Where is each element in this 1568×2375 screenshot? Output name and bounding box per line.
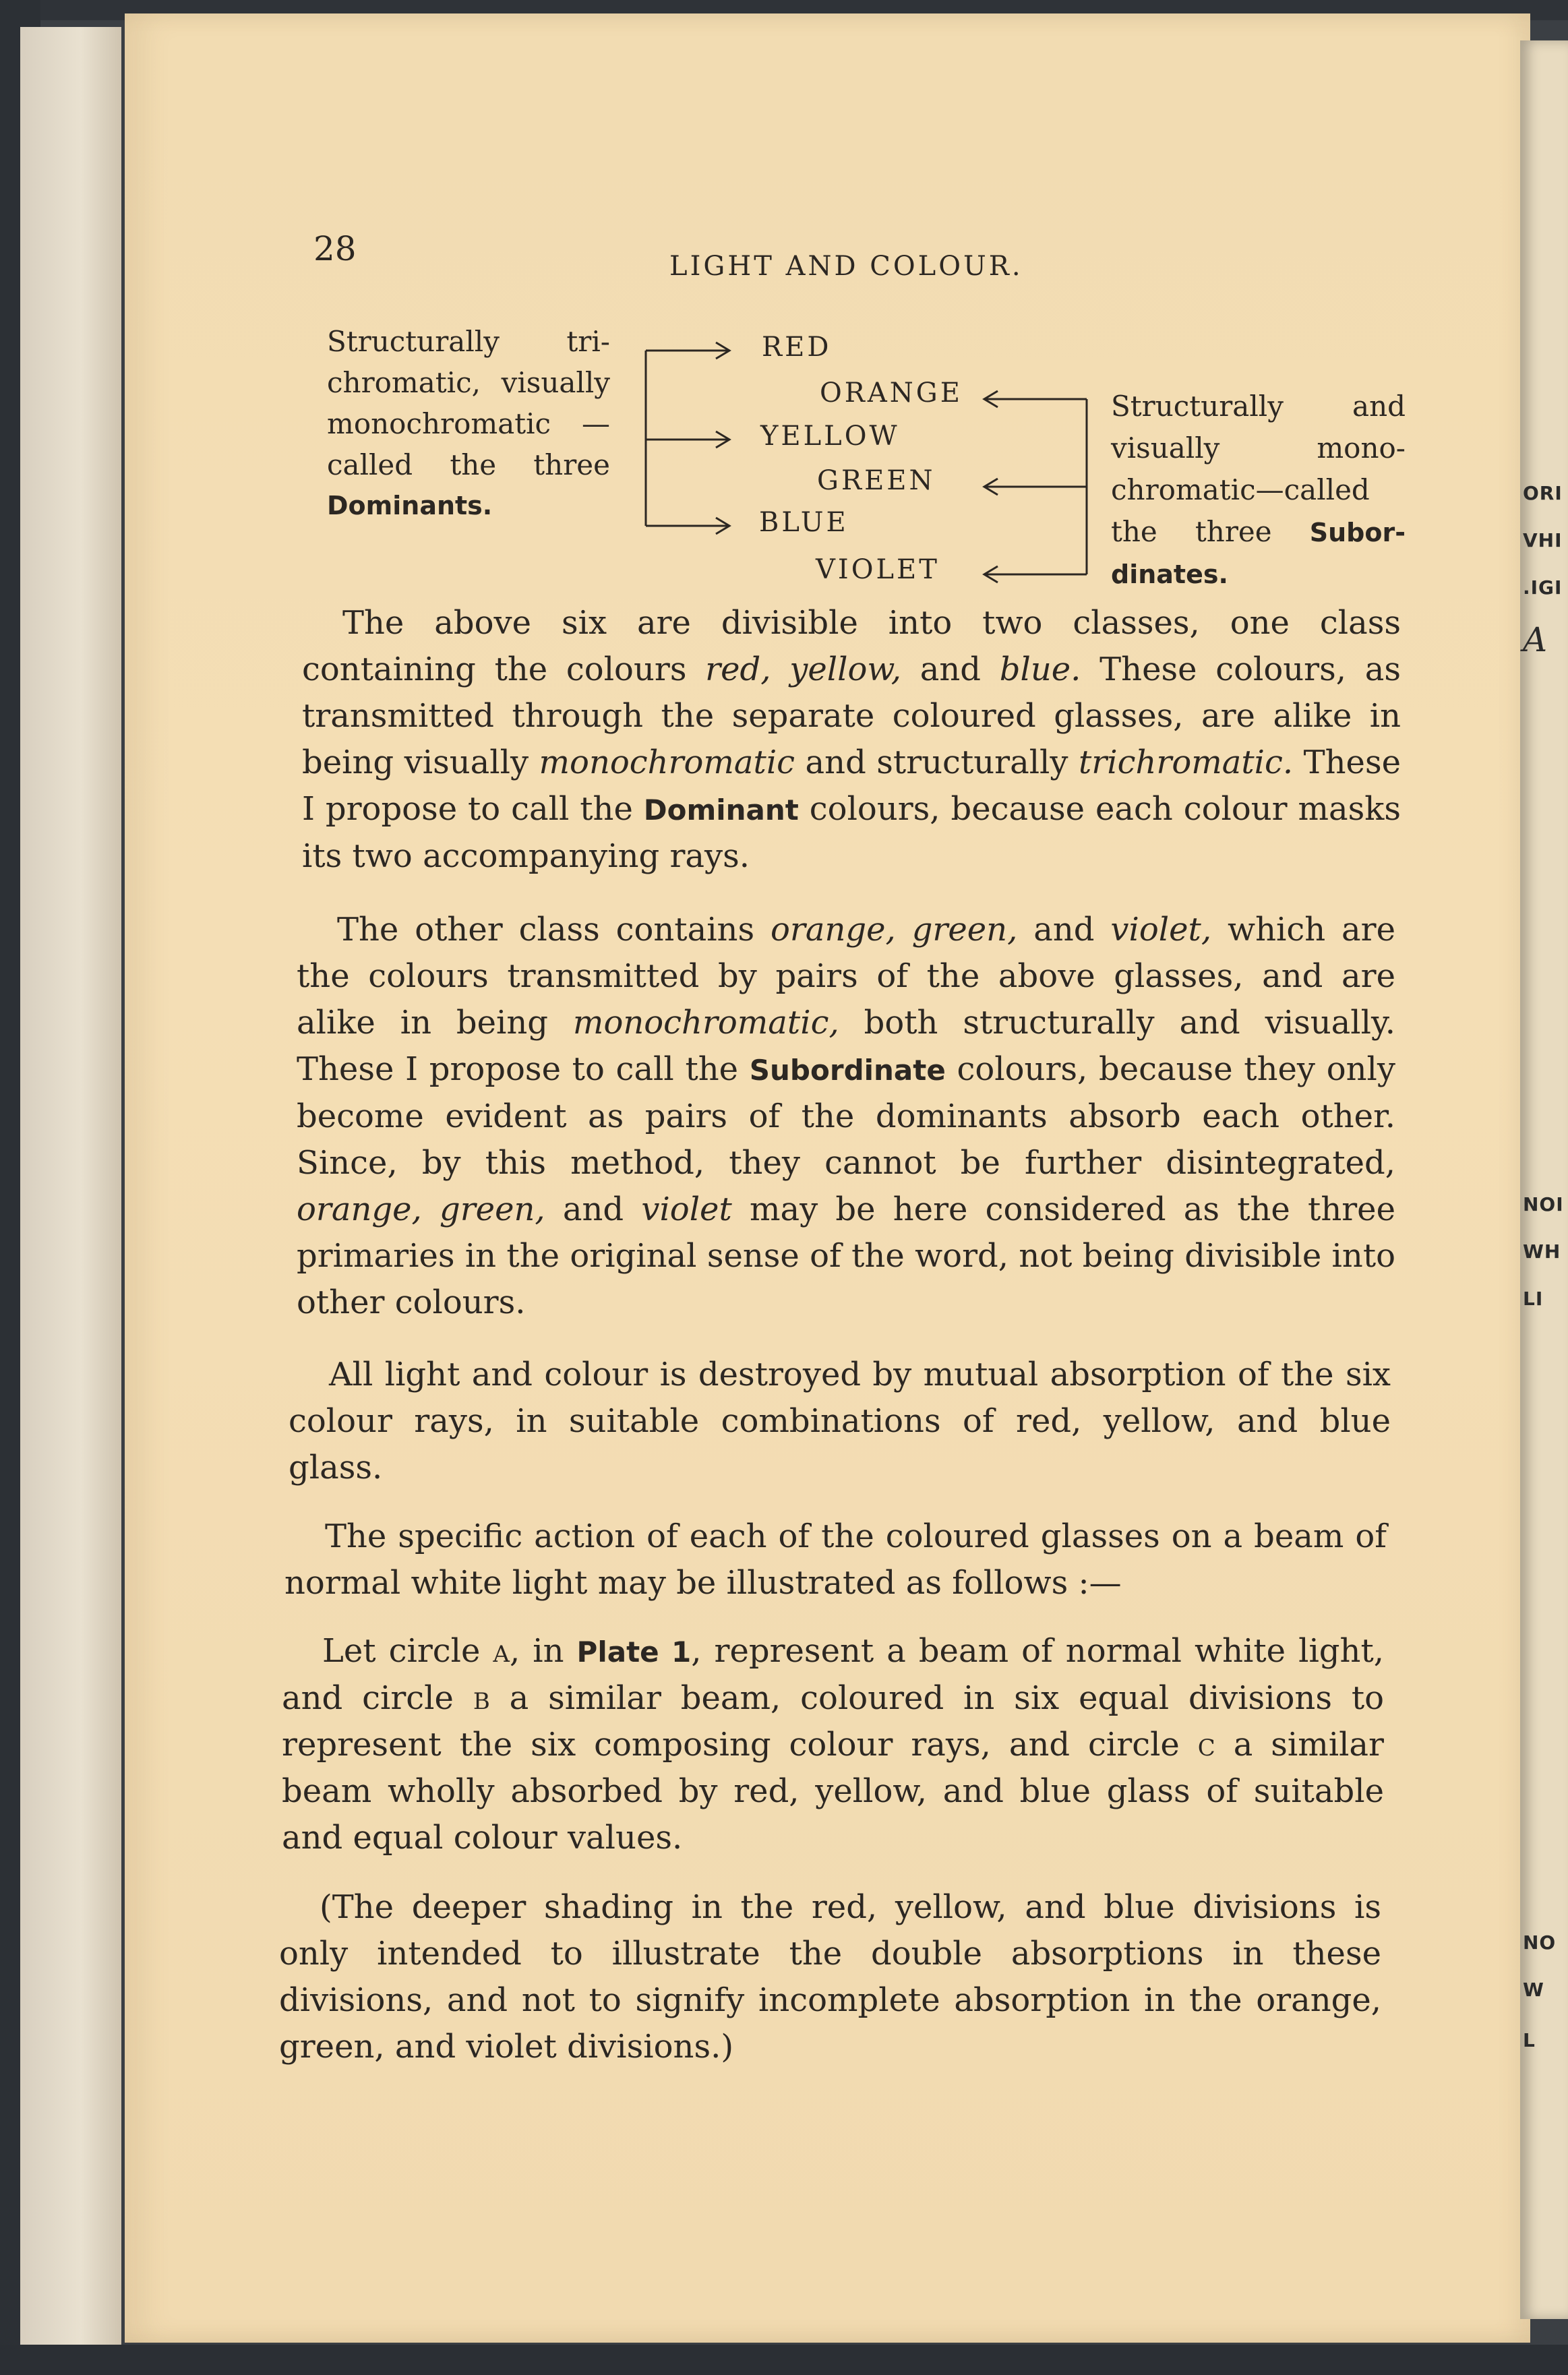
- text-run: Let circle: [322, 1632, 493, 1670]
- text-run: colours, because each colour masks its two accompanying rays.: [302, 790, 1401, 875]
- subordinates-label-text: the three: [1111, 515, 1310, 548]
- next-page-fragment: ORI: [1523, 482, 1563, 504]
- italic-term: orange,: [771, 911, 896, 949]
- paragraph-specific-action: The specific action of each of the coloured glasses on a beam of normal white light may be illustrated as follows :—: [284, 1517, 1387, 1602]
- text-run: both structurally and visually. These I propose to call the: [297, 1004, 1395, 1088]
- small-caps-letter: a: [493, 1632, 510, 1670]
- small-caps-letter: c: [1197, 1726, 1215, 1764]
- italic-term: blue.: [999, 651, 1081, 688]
- text-run: which are the colours transmitted by pairs of the above glasses, and are alike in being: [297, 911, 1395, 1042]
- text-run: , represent a beam of normal white light, and circle: [282, 1632, 1384, 1717]
- subordinates-term-end: dinates.: [1111, 560, 1228, 589]
- bold-term: Dominant: [643, 793, 799, 826]
- page-number: 28: [313, 229, 357, 268]
- italic-term: green,: [439, 1191, 545, 1228]
- next-page-fragment: A: [1523, 620, 1548, 659]
- paragraph-shading-note: (The deeper shading in the red, yellow, and blue divisions is only intended to illustrate the double absorptions in these divisions, and not to signify incomplete absorption in the orange, green, and violet divisions.): [279, 1888, 1381, 2066]
- plate-reference: Plate 1: [576, 1635, 692, 1668]
- ray-violet: VIOLET: [816, 554, 940, 585]
- dominants-label-line: Structurally tri-: [327, 325, 610, 358]
- text-run: [422, 1191, 440, 1228]
- next-page-fragment: .IGI: [1523, 576, 1563, 599]
- ray-blue: BLUE: [759, 507, 849, 538]
- subordinates-label-line: chromatic—called: [1111, 473, 1370, 506]
- ray-yellow: YELLOW: [760, 421, 900, 452]
- running-head: LIGHT AND COLOUR.: [669, 251, 1023, 282]
- text-run: may be here considered as the three primaries in the original sense of the word, not being divisible into other colours.: [297, 1191, 1395, 1321]
- text-run: [771, 651, 790, 688]
- next-page-fragment: VHI: [1523, 529, 1563, 551]
- dominants-term: Dominants.: [327, 491, 493, 520]
- text-run: and: [1017, 911, 1111, 949]
- italic-term: orange,: [297, 1191, 422, 1228]
- italic-term: trichromatic.: [1079, 744, 1294, 781]
- subordinates-term: Subor-: [1309, 518, 1406, 547]
- next-page-fragment: LI: [1523, 1288, 1544, 1310]
- text-run: The other class contains: [337, 911, 771, 949]
- italic-term: red,: [705, 651, 771, 688]
- small-caps-letter: b: [473, 1679, 490, 1717]
- ray-orange: ORANGE: [820, 378, 963, 409]
- next-page-fragment: NOI: [1523, 1193, 1564, 1215]
- paragraph-plate-circles: [282, 1628, 1384, 1861]
- italic-term: violet: [641, 1191, 732, 1228]
- text-run: colours, because they only become evident as pairs of the dominants absorb each other. Since, by this method, they cannot be further disintegrated,: [297, 1050, 1396, 1182]
- paragraph-absorption: All light and colour is destroyed by mutual absorption of the six colour rays, in suitable combinations of red, yellow, and blue glass.: [289, 1356, 1391, 1486]
- text-run: These I propose to call the: [302, 744, 1401, 828]
- italic-term: violet,: [1110, 911, 1212, 949]
- ray-green: GREEN: [817, 465, 936, 496]
- italic-term: monochromatic,: [572, 1004, 839, 1042]
- text-run: These colours, as transmitted through the separate coloured glasses, are alike in being visually: [302, 651, 1401, 781]
- subordinates-label-line: [1111, 511, 1406, 553]
- dominants-label-line: chromatic, visually: [327, 366, 610, 399]
- italic-term: yellow,: [789, 651, 902, 688]
- text-run: a similar beam, coloured in six equal divisions to represent the six composing colour rays, and circle: [282, 1679, 1385, 1764]
- paragraph-dominants: [302, 600, 1401, 880]
- next-page-fragment: L: [1523, 2029, 1536, 2051]
- dominants-label-line: monochromatic —: [327, 407, 610, 440]
- paragraph-subordinates: [297, 907, 1395, 1326]
- italic-term: monochromatic: [539, 744, 795, 781]
- bold-term: Subordinate: [749, 1054, 946, 1087]
- next-page-fragment: W: [1523, 1979, 1544, 2001]
- ray-red: RED: [762, 332, 832, 363]
- next-page-fragment: NO: [1523, 1931, 1557, 1954]
- subordinates-label: [1111, 386, 1406, 595]
- next-page-fragment: WH: [1523, 1240, 1561, 1263]
- text-run: , in: [509, 1632, 577, 1670]
- text-run: and: [901, 651, 1000, 688]
- subordinates-label-line: visually mono-: [1111, 431, 1406, 464]
- text-run: and structurally: [795, 744, 1079, 781]
- subordinates-label-line: Structurally and: [1111, 390, 1406, 423]
- italic-term: green,: [911, 911, 1018, 949]
- text-run: [896, 911, 912, 949]
- text-run: The above six are divisible into two classes, one class containing the colours: [302, 604, 1401, 688]
- dominants-label-line: called the three: [327, 448, 610, 481]
- text-run: and: [545, 1191, 642, 1228]
- text-run: a similar beam wholly absorbed by red, yellow, and blue glass of suitable and equal colour values.: [282, 1726, 1384, 1857]
